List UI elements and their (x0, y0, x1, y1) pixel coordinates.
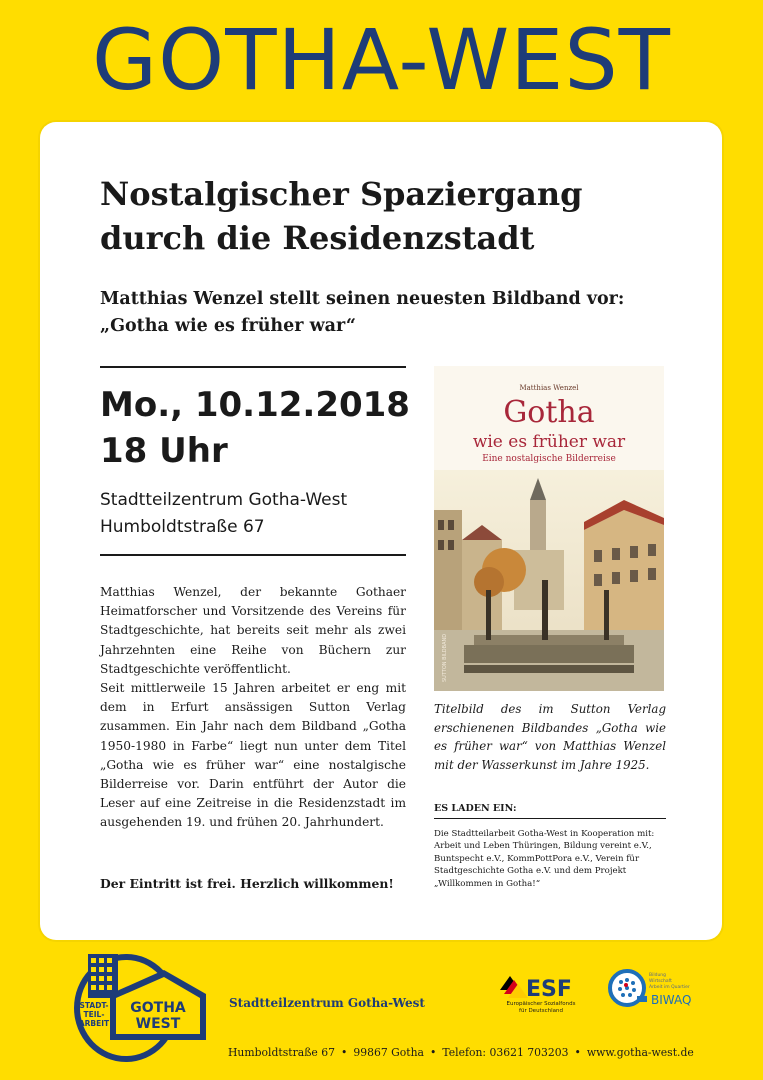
event-datetime (100, 382, 430, 474)
venue-name: Stadtteilzentrum Gotha-West (100, 490, 348, 510)
subtitle-line2: „Gotha wie es früher war“ (100, 316, 356, 336)
logo-text-line3: ARBEIT (78, 1019, 110, 1028)
event-title-line2: durch die Residenzstadt (100, 219, 535, 257)
invite-heading: ES LADEN EIN: (434, 803, 666, 819)
logo-text-line2: TEIL- (83, 1010, 105, 1019)
footer-city: 99867 Gotha (353, 1046, 424, 1059)
admission-note: Der Eintritt ist frei. Herzlich willkommen! (100, 876, 394, 891)
header-title: GOTHA-WEST (92, 11, 671, 109)
book-cover-photo (434, 470, 664, 691)
footer-contact (228, 1046, 694, 1059)
invite-text: Die Stadtteilarbeit Gotha-West in Kooperation mit: Arbeit und Leben Thüringen, Bildung verеint e.V., Buntspecht e.V., KommPottPora e.V., Verein für Stadtgeschichte Gotha e.V. und dem Projekt „Willkommen in Gotha!“ (434, 829, 655, 889)
divider-bottom (100, 554, 406, 556)
body-paragraph-1: Matthias Wenzel, der bekannte Gothaer Heimatforscher und Vorsitzende des Vereins für Stadtgeschichte, hat bereits seit mehr als zwei Jahrzehnten eine Reihe von Büchern zur Stadtgeschichte veröffentlicht. (100, 585, 406, 676)
body-paragraph-2: Seit mittlerweile 15 Jahren arbeitet er eng mit dem in Erfurt ansässigen Sutton Verlag zusammen. Ein Jahr nach dem Bildband „Gotha 1950-1980 in Farbe“ liegt nun unter dem Titel „Gotha wie es früher war“ eine nostalgische Bilderreise vor. Darin entführt der Autor die Leser auf eine Zeitreise in die Residenzstadt im ausgehenden 19. und frühen 20. Jahrhundert. (100, 681, 406, 830)
footer-bullet: • (574, 1046, 581, 1059)
biwaq-small2: Wirtschaft (649, 979, 672, 984)
footer-center-name: Stadtteilzentrum Gotha-West (229, 996, 425, 1010)
event-venue (100, 487, 420, 541)
stadtteilarbeit-logo (70, 948, 210, 1066)
body-text (100, 583, 406, 833)
biwaq-name: BIWAQ (651, 993, 692, 1007)
event-date: Mo., 10.12.2018 (100, 385, 410, 425)
logo-name-gotha: GOTHA (130, 1000, 186, 1016)
book-cover (434, 366, 664, 691)
logo-name-west: WEST (135, 1016, 181, 1032)
book-tagline: Eine nostalgische Bilderreise (482, 454, 616, 464)
subtitle-line1: Matthias Wenzel stellt seinen neuesten Bildband vor: (100, 289, 625, 309)
divider-top (100, 366, 406, 368)
event-time: 18 Uhr (100, 431, 228, 471)
esf-line2: für Deutschland (519, 1008, 563, 1014)
book-spine-text: SUTTON BILDBAND (442, 633, 448, 682)
book-title: Gotha (503, 395, 595, 430)
footer-bullet: • (430, 1046, 437, 1059)
book-author: Matthias Wenzel (519, 384, 579, 392)
book-caption: Titelbild des im Sutton Verlag erschienenen Bildbandes „Gotha wie es früher war“ von Matthias Wenzel mit der Wasserkunst im Jahre 1925. (434, 702, 666, 772)
footer-address: Humboldtstraße 67 (228, 1046, 335, 1059)
event-title-line1: Nostalgischer Spaziergang (100, 175, 583, 213)
logo-text-line1: STADT- (79, 1001, 109, 1010)
book-subtitle: wie es früher war (472, 432, 626, 452)
biwaq-logo (607, 966, 702, 1014)
event-subtitle (100, 286, 700, 340)
venue-address: Humboldtstraße 67 (100, 517, 265, 537)
event-title (100, 172, 680, 260)
biwaq-small1: Bildung (649, 973, 667, 978)
esf-line1: Europäischer Sozialfonds (506, 1001, 576, 1007)
footer-bullet: • (340, 1046, 348, 1059)
esf-logo (496, 968, 586, 1016)
footer-website-link[interactable]: www.gotha-west.de (586, 1046, 694, 1059)
biwaq-small3: Arbeit im Quartier (649, 985, 690, 990)
esf-name: ESF (526, 977, 572, 1002)
footer-phone: Telefon: 03621 703203 (442, 1046, 569, 1059)
